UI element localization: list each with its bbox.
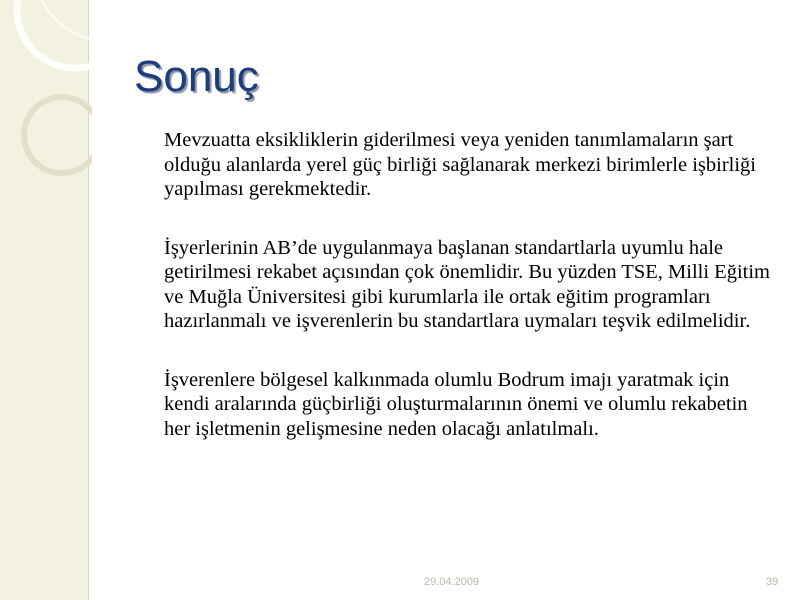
paragraph-3: İşverenlere bölgesel kalkınmada olumlu Bodrum imajı yaratmak için kendi aralarında güçbirliği oluşturmalarının önemi ve olumlu rekabetin her işletmenin gelişmesine neden olacağı anlatılmalı. — [164, 368, 748, 440]
slide-title: Sonuç — [134, 52, 259, 101]
paragraph-1: Mevzuatta eksikliklerin giderilmesi veya yeniden tanımlamaların şart olduğu alanlarda yerel güç birliği sağlanarak merkezi birimlerle işbirliği yapılması gerekmektedir. — [164, 129, 757, 200]
footer-date: 29.04.2009 — [424, 576, 480, 588]
slide-body — [164, 128, 774, 475]
slide-number: 39 — [766, 576, 779, 588]
decorative-circles — [0, 0, 92, 600]
paragraph-2: İşyerlerinin AB’de uygulanmaya başlanan standartlarla uyumlu hale getirilmesi rekabet açısından çok önemlidir. Bu yüzden TSE, Milli Eğitim ve Muğla Üniversitesi gibi kurumlarla ile ortak eğitim programları hazırlanmalı ve işverenlerin bu standartlara uymaları teşvik edilmelidir. — [164, 236, 770, 332]
